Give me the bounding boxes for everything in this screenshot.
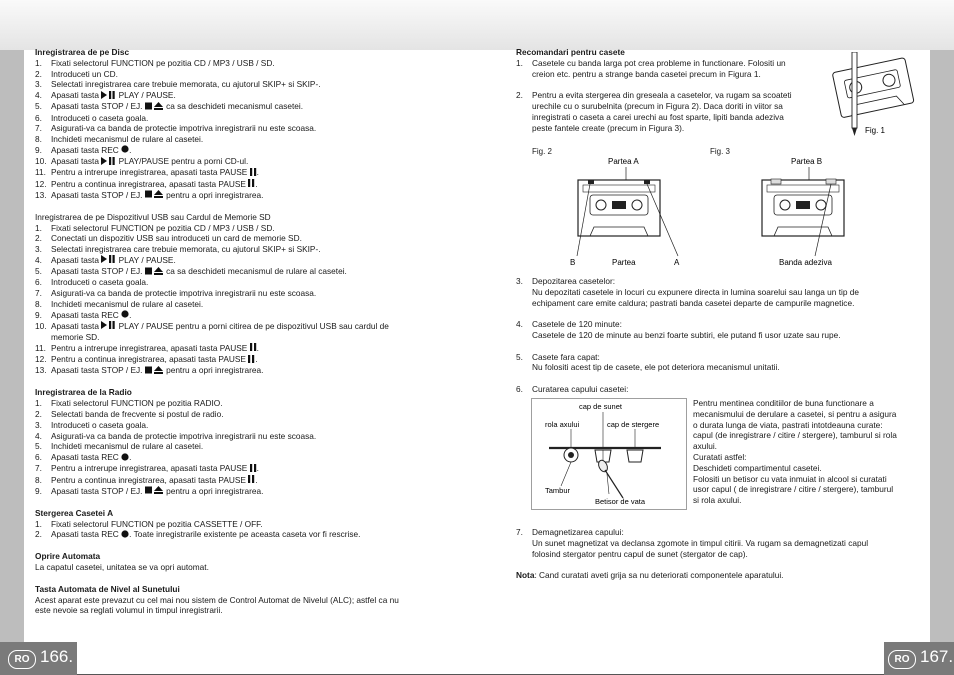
record-icon	[121, 144, 132, 155]
item-text: Fixati selectorul FUNCTION pe pozitia CD / MP3 / USB / SD.	[51, 57, 275, 68]
item-text	[51, 529, 360, 540]
item-text: Pentru a intrerupe inregistrarea, apasati tasta PAUSE	[51, 463, 250, 474]
list-item	[35, 266, 455, 277]
callout-label: Partea	[612, 258, 636, 267]
item-text	[51, 365, 263, 376]
item-number: 4.	[35, 90, 42, 101]
stopeject-symbol	[145, 486, 164, 497]
list-item	[35, 529, 455, 540]
item-text: Apasati tasta STOP / EJ.	[51, 365, 145, 376]
item-number: 11.	[35, 342, 46, 353]
item-text: Pentru a continua inregistrarea, apasati tasta PAUSE	[51, 354, 249, 365]
list-item	[35, 431, 455, 442]
item-text: Apasati tasta	[51, 254, 102, 265]
paragraph-line: Casetele de 120 de minute au benzi foarte subtiri, ele putand fi usor uzate sau rupe.	[532, 329, 841, 340]
stopeject-symbol	[145, 102, 164, 113]
item-number: 2.	[35, 529, 42, 540]
list-item	[35, 223, 455, 234]
item-text: PLAY/PAUSE pentru a porni CD-ul.	[116, 156, 249, 167]
item-text	[51, 321, 389, 332]
list-item	[35, 90, 455, 101]
item-number: 12.	[35, 178, 47, 189]
item-text: .	[255, 354, 258, 365]
stop-eject-icon	[145, 102, 164, 110]
diagram-label: cap de stergere	[607, 420, 660, 429]
list-item	[35, 321, 455, 332]
item-number: 7.	[35, 288, 42, 299]
pause-icon	[250, 343, 257, 351]
record-icon	[121, 530, 129, 538]
tape-head-diagram	[531, 398, 687, 510]
list-item	[35, 233, 455, 244]
item-number: 12.	[35, 354, 47, 365]
list-item	[35, 463, 455, 474]
paragraph-line: Folositi un betisor cu vata inmuiat in alcool si curatati	[693, 473, 887, 484]
list-item	[35, 452, 455, 463]
callout-label: Banda adeziva	[779, 258, 832, 267]
paragraph-line: urechile cu o surubelnita (precum in Figura 2). Daca doriti in viitor sa	[532, 100, 783, 111]
item-text: Introduceti o caseta goala.	[51, 112, 149, 123]
pause-symbol	[250, 343, 257, 354]
item-text: ca sa deschideti mecanismul casetei.	[163, 101, 304, 112]
rec-symbol	[121, 144, 132, 156]
item-text: Inchideti mecanismul de rulare al casetei.	[51, 441, 204, 452]
item-number: 1.	[35, 398, 42, 409]
section-title: Oprire Automata	[35, 551, 101, 562]
paragraph-line: si rola axului.	[693, 495, 742, 506]
list-item	[35, 255, 455, 266]
item-text: Asigurati-va ca banda de protectie impotriva inregistrarii nu este scoasa.	[51, 288, 317, 299]
item-number: 6.	[516, 383, 523, 394]
item-number: 5.	[35, 101, 42, 112]
paragraph-line: Pentru a evita stergerea din greseala a casetelor, va rugam sa scoateti	[532, 90, 792, 101]
item-text: pentru a opri inregistrarea.	[163, 485, 264, 496]
item-text: .	[129, 452, 132, 463]
note-label: Nota	[516, 570, 535, 581]
item-text: Apasati tasta	[51, 320, 102, 331]
item-text: .	[256, 342, 259, 353]
item-text: .	[129, 309, 132, 320]
footer-right	[884, 642, 954, 675]
list-item	[35, 343, 455, 354]
item-text: Pentru a intrerupe inregistrarea, apasati tasta PAUSE	[51, 342, 250, 353]
callout-label: B	[570, 258, 576, 267]
item-text: Pentru a continua inregistrarea, apasati tasta PAUSE	[51, 474, 249, 485]
list-item	[35, 123, 455, 134]
cleaning-instructions	[693, 398, 923, 506]
list-item	[35, 156, 455, 167]
item-heading: Depozitarea casetelor:	[532, 276, 616, 286]
page-number-right: 167.	[920, 647, 954, 666]
item-number: 2.	[516, 90, 523, 101]
item-text	[51, 343, 259, 354]
item-text: Selectati banda de frecvente si postul de radio.	[51, 408, 224, 419]
right-margin-band	[930, 50, 954, 675]
figure-3-label: Fig. 3	[710, 147, 731, 156]
item-text: .	[255, 178, 258, 189]
play-pause-icon	[101, 157, 116, 165]
item-text: Selectati inregistrarea care trebuie memorata, cu ajutorul SKIP+ si SKIP-.	[51, 79, 321, 90]
item-text	[51, 90, 176, 101]
paragraph-line: Un sunet magnetizat va declansa zgomote in timpul citirii. Va rugam sa demagnetizati capul	[532, 537, 869, 548]
play-pause-icon	[101, 321, 116, 329]
list-item	[35, 398, 455, 409]
item-text: Apasati tasta	[51, 90, 102, 101]
record-icon	[121, 452, 132, 463]
item-number: 13.	[35, 189, 47, 200]
item-text	[51, 310, 131, 321]
item-text: .	[256, 167, 259, 178]
item-number: 7.	[516, 527, 523, 537]
instruction-list	[35, 223, 455, 377]
item-text	[51, 156, 248, 167]
callout-label: A	[674, 258, 680, 267]
item-text: Inchideti mecanismul de rulare al casetei.	[51, 298, 204, 309]
item-text: Asigurati-va ca banda de protectie impotriva inregistrarii nu este scoasa.	[51, 123, 317, 134]
paragraph-line: mecanismului de derulare a casetei, si pentru a asigura	[693, 408, 897, 419]
instruction-list	[35, 519, 455, 541]
paragraph-line: capul (de inregistrare / citire / stergere), tamburul si rola	[693, 430, 897, 441]
item-text: Apasati tasta STOP / EJ.	[51, 101, 145, 112]
item-text: Apasati tasta STOP / EJ.	[51, 189, 145, 200]
note-text: : Cand curatati aveti grija sa nu deteriorati componentele aparatului.	[534, 570, 784, 581]
item-number: 8.	[35, 474, 42, 485]
item-number: 4.	[35, 430, 42, 441]
item-text	[51, 475, 258, 486]
paragraph-line: creion etc. pentru a strange banda casetei precum in Figura 1.	[532, 68, 761, 79]
paragraph-line: Nu folositi acest tip de casete, ele pot deteriora mecanismul unitatii.	[532, 362, 780, 373]
item-number: 9.	[35, 309, 42, 320]
paragraph-line: este nevoie sa reglati volumul in timpul inregistrarii.	[35, 605, 223, 616]
item-text: ca sa deschideti mecanismul de rulare al casetei.	[163, 266, 347, 277]
item-text: Conectati un dispozitiv USB sau introduceti un card de memorie SD.	[51, 233, 302, 244]
item-number: 1.	[35, 57, 42, 68]
item-number: 6.	[35, 452, 42, 463]
figure-2-cassette	[560, 155, 700, 270]
item-number: 4.	[516, 319, 523, 330]
section-title: Recomandari pentru casete	[516, 47, 625, 57]
figure-1-label: Fig. 1	[865, 126, 886, 135]
item-text: Fixati selectorul FUNCTION pe pozitia CD / MP3 / USB / SD.	[51, 222, 275, 233]
diagram-label: Betisor de vata	[595, 497, 646, 506]
item-number: 1.	[516, 57, 523, 68]
paragraph-line: o durata lunga de viata, pastrati intotdeauna curate:	[693, 419, 883, 430]
paragraph-line: peste fantele create (precum in Figura 3).	[532, 122, 685, 133]
paragraph-line: Curatati astfel:	[693, 451, 747, 462]
note	[516, 570, 916, 581]
paragraph-line: Casetele cu banda larga pot crea probleme in functionare. Folositi un	[532, 57, 786, 68]
item-number: 6.	[35, 277, 42, 288]
rec-symbol	[121, 452, 132, 464]
item-text: pentru a opri inregistrarea.	[163, 365, 264, 376]
item-heading: Casete fara capat:	[532, 351, 600, 362]
item-number: 2.	[35, 68, 42, 79]
stop-eject-icon	[145, 267, 164, 275]
section-title: Inregistrarea de la Radio	[35, 387, 132, 398]
list-item	[35, 134, 455, 145]
play-pause-icon	[101, 91, 116, 99]
item-number: 8.	[35, 298, 42, 309]
item-number: 13.	[35, 365, 47, 376]
item-text: Asigurati-va ca banda de protectie impotriva inregistrarii nu este scoasa.	[51, 430, 317, 441]
item-text: Introduceti o caseta goala.	[51, 419, 149, 430]
list-item	[35, 58, 455, 69]
page-number-left: 166.	[40, 647, 74, 666]
section-title: Stergerea Casetei A	[35, 507, 114, 518]
item-number: 10.	[35, 156, 47, 167]
item-text: Introduceti o caseta goala.	[51, 277, 149, 288]
list-item	[35, 145, 455, 156]
side-label: Partea A	[608, 157, 639, 166]
item-number: 11.	[35, 167, 46, 178]
list-item	[35, 486, 455, 497]
left-margin-band	[0, 50, 24, 675]
left-column	[35, 47, 455, 616]
playpause-symbol	[101, 157, 116, 168]
item-text: PLAY / PAUSE.	[116, 90, 176, 101]
item-text: Apasati tasta REC	[51, 144, 122, 155]
figure-2-label: Fig. 2	[532, 147, 553, 156]
list-item	[35, 409, 455, 420]
item-number: 6.	[35, 112, 42, 123]
item-text: Inchideti mecanismul de rulare al casetei.	[51, 134, 204, 145]
header-band	[0, 0, 954, 50]
item-text: . Toate inregistrarile existente pe aceasta caseta vor fi rescrise.	[129, 529, 361, 540]
paragraph-line: Acest aparat este prevazut cu cel mai nou sistem de Control Automat de Nivelul (ALC); astfel ca nu	[35, 594, 399, 605]
stop-eject-icon	[145, 486, 164, 494]
paragraph-line: axului.	[693, 441, 717, 452]
paragraph-line: echipament care emite caldura; pastrati banda casetei departe de campurile magnetice.	[532, 297, 855, 308]
list-item	[35, 365, 455, 376]
rec-symbol	[121, 530, 129, 541]
item-number: 9.	[35, 144, 42, 155]
item-text: Fixati selectorul FUNCTION pe pozitia CASSETTE / OFF.	[51, 518, 263, 529]
list-item	[35, 179, 455, 190]
item-text	[51, 101, 303, 112]
item-text	[51, 255, 176, 266]
item-number: 10.	[35, 320, 47, 331]
item-text	[51, 179, 258, 190]
list-item	[35, 441, 455, 452]
stopeject-symbol	[145, 190, 164, 201]
paragraph-line: Deschideti compartimentul casetei.	[693, 462, 822, 473]
list-item	[35, 288, 455, 299]
pause-symbol	[250, 168, 257, 179]
item-number: 7.	[35, 123, 42, 134]
item-number: 1.	[35, 518, 42, 529]
item-heading: Curatarea capului casetei:	[532, 383, 629, 394]
item-text: .	[256, 463, 259, 474]
diagram-label: rola axului	[545, 420, 580, 429]
diagram-label: cap de sunet	[579, 402, 622, 411]
item-text: Fixati selectorul FUNCTION pe pozitia RADIO.	[51, 398, 223, 409]
item-text: PLAY / PAUSE pentru a porni citirea de pe dispozitivul USB sau cardul de	[116, 320, 389, 331]
item-number: 7.	[35, 463, 42, 474]
item-heading: Casetele de 120 minute:	[532, 319, 622, 330]
item-text: Selectati inregistrarea care trebuie memorata, cu ajutorul SKIP+ si SKIP-.	[51, 244, 321, 255]
item-text	[51, 354, 258, 365]
instruction-list	[35, 398, 455, 497]
item-text: pentru a opri inregistrarea.	[163, 189, 264, 200]
list-item	[35, 244, 455, 255]
stopeject-symbol	[145, 366, 164, 377]
item-text: PLAY / PAUSE.	[116, 254, 176, 265]
figure-3-cassette	[745, 155, 885, 270]
pause-icon	[250, 464, 257, 472]
list-item	[35, 277, 455, 288]
list-item	[35, 475, 455, 486]
item-text: Apasati tasta REC	[51, 309, 122, 320]
item-text: Apasati tasta REC	[51, 452, 122, 463]
play-pause-icon	[101, 255, 116, 263]
item-number: 3.	[35, 79, 42, 90]
item-text	[51, 463, 259, 474]
item-number: 5.	[35, 266, 42, 277]
storage-tips	[516, 276, 916, 395]
section-title: Inregistrarea de pe Dispozitivul USB sau Cardul de Memorie SD	[35, 211, 271, 222]
list-item	[35, 519, 455, 530]
paragraph-line: Pentru mentinea conditiilor de buna functionare a	[693, 398, 874, 408]
paragraph: La capatul casetei, unitatea se va opri automat.	[35, 562, 209, 573]
paragraph-line: usor capul ( de inregistrare / citire / stergere), tamburul	[693, 484, 894, 495]
item-text: .	[255, 474, 258, 485]
demagnetize-section	[516, 527, 916, 581]
item-text	[51, 145, 131, 156]
item-number: 3.	[516, 276, 523, 286]
section-title: Inregistrarea de pe Disc	[35, 47, 130, 57]
item-text	[51, 486, 263, 497]
item-number: 3.	[35, 244, 42, 255]
list-item	[35, 79, 455, 90]
item-number: 9.	[35, 485, 42, 496]
language-badge: RO	[8, 650, 36, 669]
item-number: 4.	[35, 254, 42, 265]
list-item	[35, 167, 455, 178]
instruction-list	[35, 58, 455, 201]
playpause-symbol	[101, 255, 116, 266]
list-item	[35, 190, 455, 201]
item-text: Introduceti un CD.	[51, 68, 118, 79]
figure-1-illustration	[818, 52, 918, 140]
item-number: 5.	[516, 351, 523, 362]
item-number: 3.	[35, 419, 42, 430]
item-number: 1.	[35, 222, 42, 233]
playpause-symbol	[101, 321, 116, 332]
list-item	[35, 113, 455, 124]
diagram-label: Tambur	[545, 486, 571, 495]
item-text: Pentru a intrerupe inregistrarea, apasati tasta PAUSE	[51, 167, 250, 178]
footer-left	[0, 642, 77, 675]
side-label: Partea B	[791, 157, 823, 166]
item-number: 5.	[35, 441, 42, 452]
item-text	[51, 190, 263, 201]
item-number: 8.	[35, 134, 42, 145]
pause-icon	[250, 168, 257, 176]
list-item	[35, 69, 455, 80]
item-text: Apasati tasta STOP / EJ.	[51, 485, 145, 496]
item-heading: Demagnetizarea capului:	[532, 527, 624, 537]
item-number: 2.	[35, 408, 42, 419]
record-icon	[121, 309, 132, 320]
item-number: 2.	[35, 233, 42, 244]
stop-eject-icon	[145, 190, 164, 198]
list-item	[35, 101, 455, 112]
item-text	[51, 266, 347, 277]
list-item	[35, 354, 455, 365]
list-item	[35, 420, 455, 431]
pause-symbol	[250, 464, 257, 475]
paragraph-line: Nu depozitati casetele in locuri cu expunere directa in lumina soarelui sau langa un tip de	[532, 286, 860, 297]
item-text: .	[129, 144, 132, 155]
list-item	[35, 310, 455, 321]
stopeject-symbol	[145, 267, 164, 278]
item-text-continued: memorie SD.	[51, 332, 100, 343]
list-item	[35, 299, 455, 310]
item-text	[51, 452, 131, 463]
rec-symbol	[121, 309, 132, 321]
item-text	[51, 167, 259, 178]
item-text: Apasati tasta STOP / EJ.	[51, 266, 145, 277]
language-badge: RO	[888, 650, 916, 669]
item-text: Pentru a continua inregistrarea, apasati tasta PAUSE	[51, 178, 249, 189]
paragraph-line: folosind stergator pentru capul de sunet (stergator de cap).	[532, 548, 748, 559]
item-text: Apasati tasta REC	[51, 529, 122, 540]
paragraph-line: inregistrati o caseta a carei urechi au fost sparte, lipiti banda adeziva	[532, 111, 784, 122]
section-title: Tasta Automata de Nivel al Sunetului	[35, 583, 180, 594]
playpause-symbol	[101, 91, 116, 102]
item-text: Apasati tasta	[51, 156, 102, 167]
stop-eject-icon	[145, 366, 164, 374]
